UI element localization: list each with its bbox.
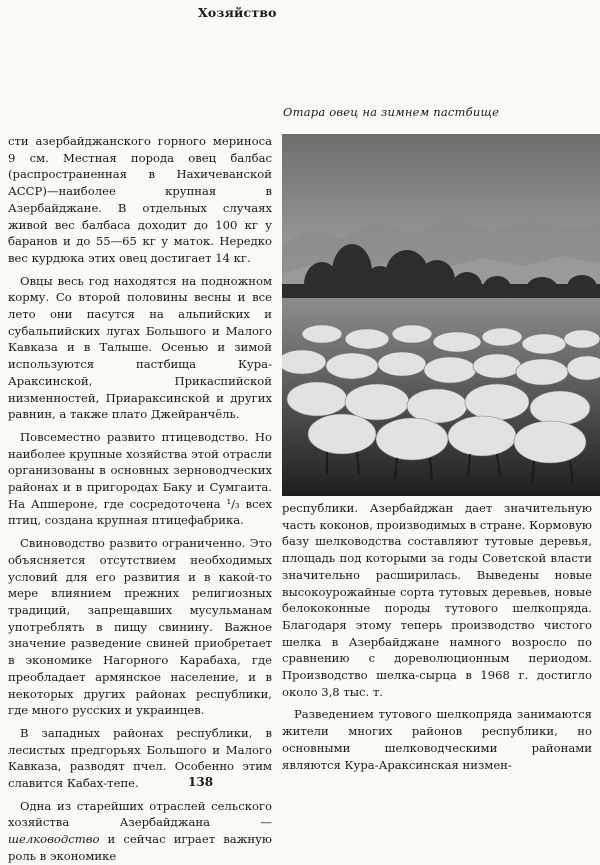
- sheep-flock-photo: [282, 134, 600, 496]
- left-text-column: [8, 133, 272, 865]
- running-header: Хозяйство: [198, 5, 277, 20]
- paragraph: сти азербайджанского горного мериноса 9 см. Местная порода овец балбас (распространенная в Нахичеванской АССР)—наиболее крупная в Азербайджане. В отдельных случаях живой вес балбаса доходит до 100 кг у баранов и до 55—65 кг у маток. Нередко вес курдюка этих овец достигает 14 кг.: [8, 134, 272, 265]
- figure-caption: Отара овец на зимнем пастбище: [283, 105, 500, 119]
- paragraph: [8, 798, 272, 865]
- page-number: 138: [188, 775, 214, 789]
- paragraph-text: Одна из старейших отраслей сельского хозяйства Азербайджана —: [8, 798, 272, 830]
- paragraph-text: и сейчас играет важную роль в экономике: [8, 832, 272, 863]
- paragraph: Свиноводство развито ограниченно. Это объясняется отсутствием необходимых условий для его развития и в какой-то мере влиянием прежних религиозных традиций, запрещавших мусульманам употреблять в пищу свинину. Важное значение разведение свиней приобретает в экономике Нагорного Карабаха, где преобладает армянское население, и в некоторых других районах республики, где много русских и украинцев.: [8, 536, 272, 718]
- paragraph: В западных районах республики, в лесистых предгорьях Большого и Малого Кавказа, разводят пчел. Особенно этим славится Кабах-тепе.: [8, 725, 272, 791]
- emphasized-term: шелководство: [8, 832, 100, 847]
- paragraph: Разведением тутового шелкопряда занимаются жители многих районов республики, но основными шелководческими районами являются Кура-Араксинская низмен-: [282, 707, 592, 772]
- right-text-column: [282, 500, 592, 773]
- paragraph: Овцы весь год находятся на подножном корму. Со второй половины весны и все лето они пасутся на альпийских и субальпийских лугах Большого и Малого Кавказа и в Талыше. Осенью и зимой используются пастбища Кура-Араксинской, Прикаспийской низменностей, Приараксинской и других равнин, а также плато Джейранчёль.: [8, 273, 272, 422]
- paragraph: Повсеместно развито птицеводство. Но наиболее крупные хозяйства этой отрасли организованы в основных зерноводческих районах и в пригородах Баку и Сумгаита. На Апшероне, где сосредоточена ¹/₃ всех птиц, создана крупная птицефабрика.: [8, 429, 272, 528]
- paragraph: республики. Азербайджан дает значительную часть коконов, производимых в стране. Кормовую базу шелководства составляют тутовые деревья, площадь под которыми за годы Советской власти значительно расширилась. Выведены новые высокоурожайные сорта тутовых деревьев, новые белококонные породы тутового шелкопряда. Благодаря этому теперь производство чистого шелка в Азербайджане намного возросло по сравнению с дореволюционным периодом. Производство шелка-сырца в 1968 г. достигло около 3,8 тыс. т.: [282, 501, 592, 699]
